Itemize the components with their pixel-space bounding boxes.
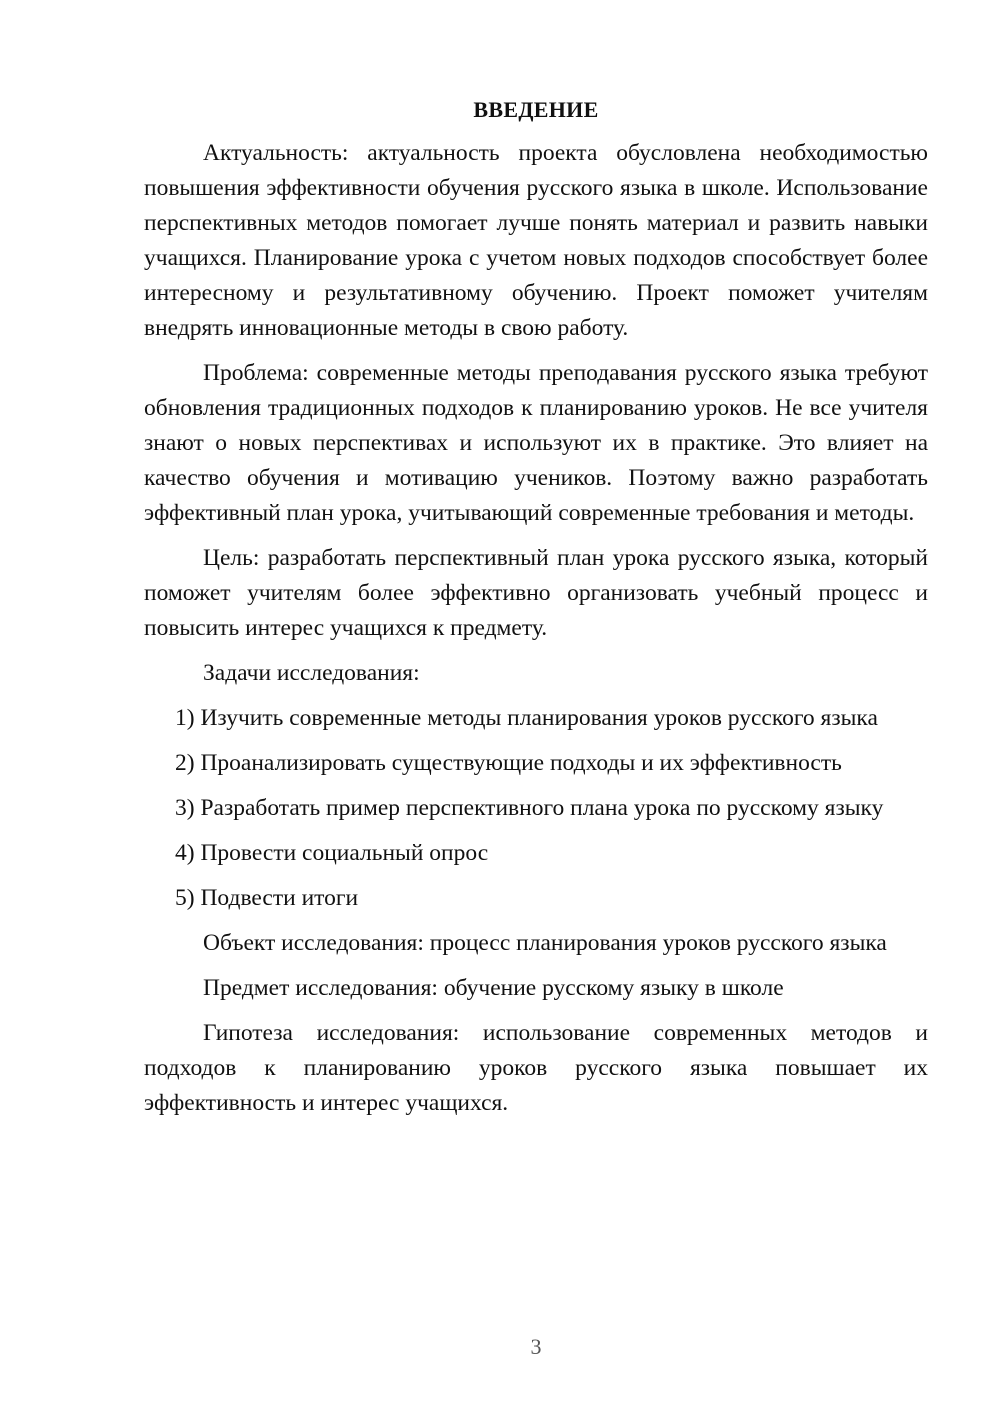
page-number: 3 — [530, 1334, 542, 1359]
problem-paragraph: Проблема: современные методы преподавания русского языка требуют обновления традиционных подходов к планированию уроков. Не все учителя знают о новых перспективах и используют их в практике. Это влияет на качество обучения и мотивацию учеников. Поэтому важно разработать эффективный план урока, учитывающий современные требования и методы. — [144, 360, 928, 526]
task-item-1: 1) Изучить современные методы планирования уроков русского языка — [175, 705, 878, 731]
task-item-4: 4) Провести социальный опрос — [175, 840, 489, 866]
goal-paragraph: Цель: разработать перспективный план урока русского языка, который поможет учителям более эффективно организовать учебный процесс и повысить интерес учащихся к предмету. — [144, 545, 928, 641]
task-item-2: 2) Проанализировать существующие подходы и их эффективность — [175, 750, 842, 776]
task-item-3: 3) Разработать пример перспективного плана урока по русскому языку — [175, 795, 884, 821]
relevance-paragraph: Актуальность: актуальность проекта обусловлена необходимостью повышения эффективности обучения русского языка в школе. Использование перспективных методов помогает лучше понять материал и развить навыки учащихся. Планирование урока с учетом новых подходов способствует более интересному и результативному обучению. Проект поможет учителям внедрять инновационные методы в свою работу. — [144, 140, 928, 341]
tasks-heading: Задачи исследования: — [203, 660, 420, 686]
object-paragraph: Объект исследования: процесс планирования уроков русского языка — [203, 930, 887, 956]
section-title: ВВЕДЕНИЕ — [473, 97, 599, 122]
document-page — [144, 94, 928, 1131]
hypothesis-paragraph: Гипотеза исследования: использование современных методов и подходов к планированию уроков русского языка повышает их эффективность и интерес учащихся. — [144, 1020, 928, 1116]
subject-paragraph: Предмет исследования: обучение русскому языку в школе — [203, 975, 784, 1001]
task-item-5: 5) Подвести итоги — [175, 885, 359, 911]
